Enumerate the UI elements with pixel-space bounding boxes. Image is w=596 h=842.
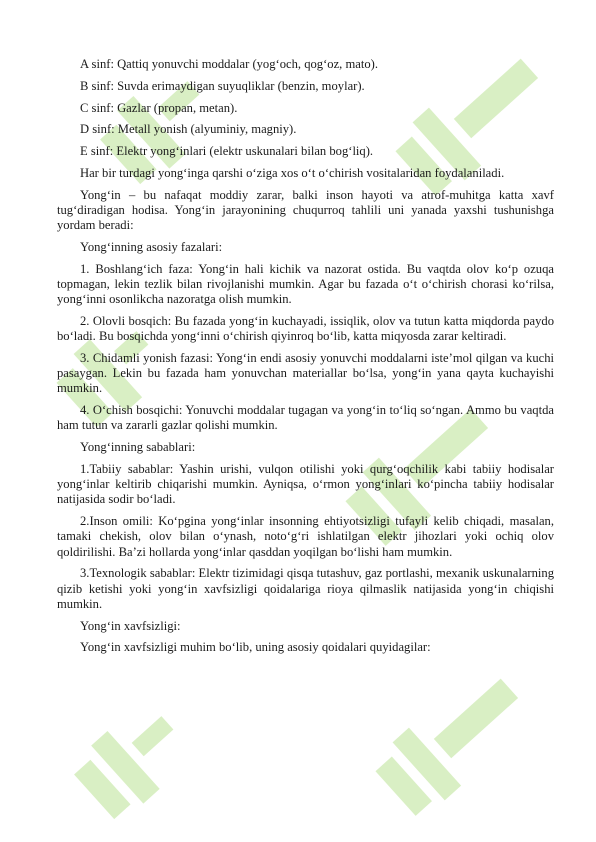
- paragraph: Yong‘in xavfsizligi muhim bo‘lib, uning asosiy qoidalari quyidagilar:: [80, 640, 431, 655]
- watermark-logo: [360, 660, 550, 820]
- list-item: 2.Inson omili: Ko‘pgina yong‘inlar insonning ehtiyotsizligi tufayli kelib chiqadi, masalan, tamaki chekish, olov bilan o‘ynash, noto‘g‘ri ishlatilgan elektr jihozlari yoki ochiq olov qoldirilishi. Ba’zi hollarda yong‘inlar qasddan yoqilgan bo‘lishi ham mumkin.: [57, 514, 554, 559]
- paragraph: Yong‘in – bu nafaqat moddiy zarar, balki inson hayoti va atrof-muhitga katta xavf tug‘diradigan hodisa. Yong‘in jarayonining chuqurroq tahlili uni yanada yaxshi tushunishga yordam beradi:: [57, 187, 554, 233]
- list-item: 1. Boshlang‘ich faza: Yong‘in hali kichik va nazorat ostida. Bu vaqtda olov ko‘p ozuqa topmagan, lekin tezlik bilan rivojlanishi mumkin. Agar bu fazada o‘t o‘chirish chorasi ko‘rilsa, yong‘inni osonlikcha nazoratga olish mumkin.: [57, 261, 554, 307]
- document-body: [57, 57, 554, 662]
- list-item: 4. O‘chish bosqichi: Yonuvchi moddalar tugagan va yong‘in to‘liq so‘ngan. Ammo bu vaqtda ham tutun va zararli gazlar qolishi mumkin.: [57, 403, 554, 433]
- section-heading: Yong‘inning asosiy fazalari:: [80, 239, 223, 254]
- paragraph-class-e: E sinf: Elektr yong‘inlari (elektr uskunalari bilan bog‘liq).: [80, 144, 374, 159]
- paragraph-class-a: A sinf: Qattiq yonuvchi moddalar (yog‘och, qog‘oz, mato).: [80, 57, 378, 71]
- paragraph-class-b: B sinf: Suvda erimaydigan suyuqliklar (benzin, moylar).: [80, 78, 365, 93]
- list-item: 2. Olovli bosqich: Bu fazada yong‘in kuchayadi, issiqlik, olov va tutun katta miqdorda paydo bo‘ladi. Bu bosqichda yong‘inni o‘chirish qiyinroq bo‘lib, katta miqyosda zarar keltiradi.: [57, 313, 554, 344]
- section-heading: Yong‘inning sabablari:: [80, 440, 196, 455]
- paragraph-class-d: D sinf: Metall yonish (alyuminiy, magniy).: [80, 122, 297, 137]
- list-item: 3.Texnologik sabablar: Elektr tizimidagi qisqa tutashuv, gaz portlashi, mexanik uskunalarning qizib ketishi yoki yong‘in xavfsizligi qoidalariga rioya qilmaslik natijasida yong‘in chiqishi mumkin.: [57, 566, 554, 611]
- watermark-logo: [60, 690, 210, 830]
- list-item: 1.Tabiiy sabablar: Yashin urishi, vulqon otilishi yoki qurg‘oqchilik kabi tabiiy hodisalar yong‘inlar keltirib chiqarishi mumkin. Ayniqsa, o‘rmon yong‘inlari ko‘pincha tabiiy hodisalar natijasida sodir bo‘ladi.: [57, 461, 554, 507]
- paragraph: Har bir turdagi yong‘inga qarshi o‘ziga xos o‘t o‘chirish vositalaridan foydalaniladi.: [80, 165, 505, 180]
- list-item: 3. Chidamli yonish fazasi: Yong‘in endi asosiy yonuvchi moddalarni iste’mol qilgan va kuchi pasaygan. Lekin bu fazada ham yonuvchan materiallar bo‘lsa, yong‘in yana qayta kuchayishi mumkin.: [57, 350, 554, 396]
- paragraph-class-c: C sinf: Gazlar (propan, metan).: [80, 100, 238, 115]
- section-heading: Yong‘in xavfsizligi:: [80, 618, 181, 633]
